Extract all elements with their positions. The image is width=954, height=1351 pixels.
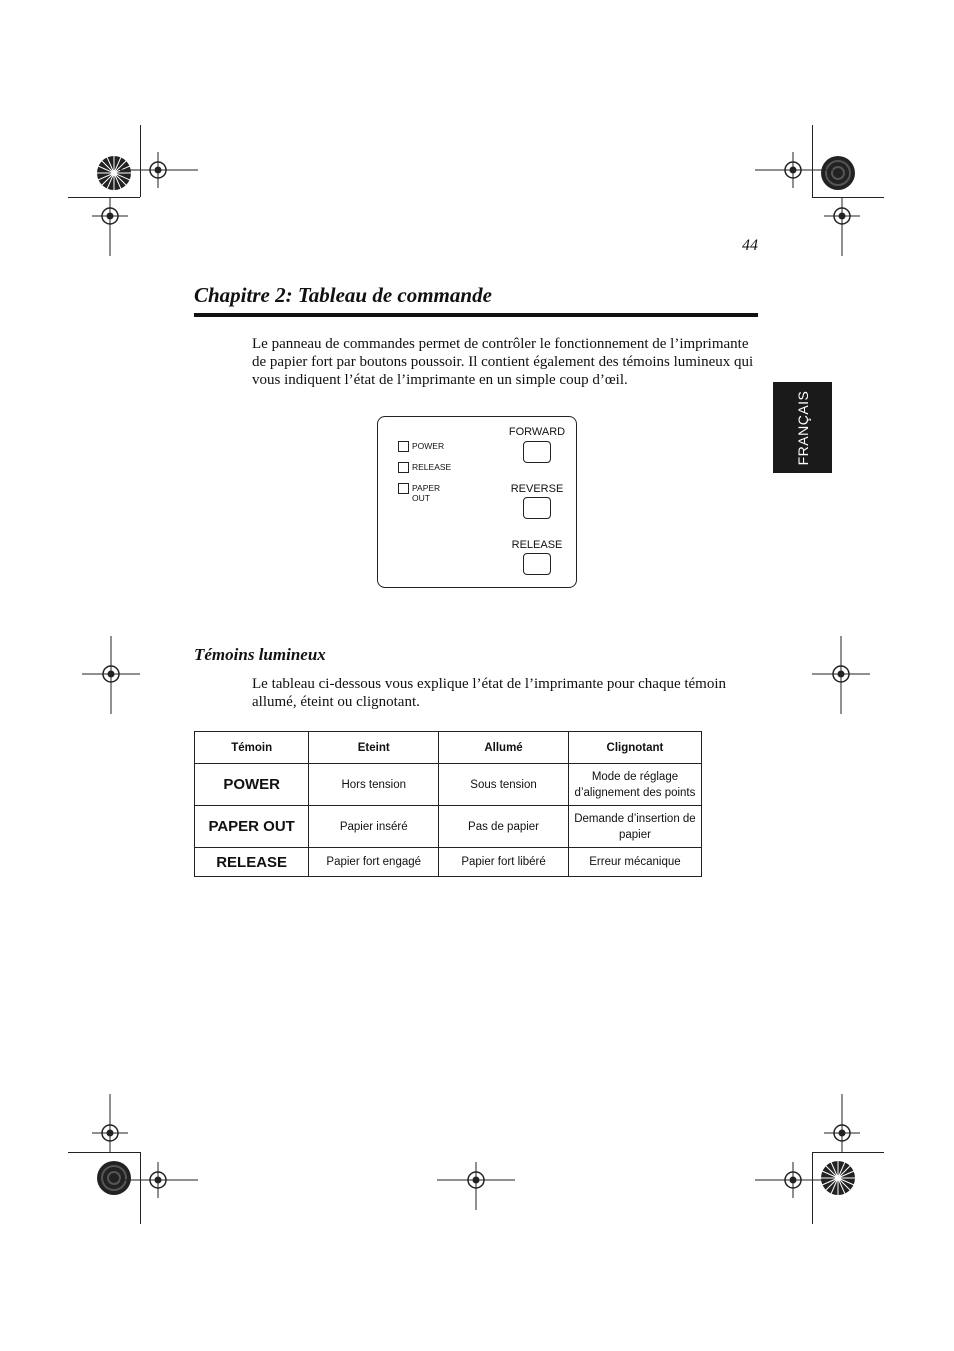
led-release-indicator bbox=[398, 462, 409, 473]
led-paper-out-indicator bbox=[398, 483, 409, 494]
led-power-indicator bbox=[398, 441, 409, 452]
table-cell: Mode de réglage d’alignement des points bbox=[568, 764, 701, 806]
crosshair-mark-icon bbox=[92, 1094, 128, 1152]
crosshair-mark-icon bbox=[120, 1162, 198, 1198]
title-rule bbox=[194, 313, 758, 317]
table-cell: Erreur mécanique bbox=[568, 848, 701, 877]
column-header: Clignotant bbox=[568, 732, 701, 764]
intro-paragraph: Le panneau de commandes permet de contrôler le fonctionnement de l’imprimante de papier fort par boutons poussoir. Il contient également des témoins lumineux qui vous indiquent l’état de l’imprimante en un simple coup d’œil. bbox=[252, 336, 754, 388]
table-cell: Papier fort engagé bbox=[309, 848, 439, 877]
table-row bbox=[195, 764, 702, 806]
table-cell: Pas de papier bbox=[439, 806, 569, 848]
column-header: Allumé bbox=[439, 732, 569, 764]
page-number: 44 bbox=[742, 237, 758, 254]
row-header: PAPER OUT bbox=[195, 806, 309, 848]
crosshair-mark-icon bbox=[120, 152, 198, 188]
button-label: REVERSE bbox=[510, 483, 564, 495]
section-heading: Témoins lumineux bbox=[194, 645, 326, 664]
crosshair-mark-icon bbox=[92, 198, 128, 256]
starburst-mark-icon bbox=[820, 1160, 856, 1196]
table-header-row bbox=[195, 732, 702, 764]
led-label: PAPER OUT bbox=[412, 483, 441, 503]
section-paragraph: Le tableau ci-dessous vous explique l’état de l’imprimante pour chaque témoin allumé, éteint ou clignotant. bbox=[252, 676, 727, 710]
button-label: FORWARD bbox=[508, 426, 566, 438]
table-cell: Sous tension bbox=[439, 764, 569, 806]
row-header: RELEASE bbox=[195, 848, 309, 877]
control-panel-diagram bbox=[377, 416, 577, 588]
column-header: Eteint bbox=[309, 732, 439, 764]
release-button bbox=[523, 553, 551, 575]
led-label: RELEASE bbox=[412, 462, 452, 472]
crosshair-mark-icon bbox=[755, 152, 833, 188]
indicator-status-table bbox=[194, 731, 702, 877]
table-cell: Papier inséré bbox=[309, 806, 439, 848]
led-label: POWER bbox=[412, 441, 445, 451]
crosshair-mark-icon bbox=[824, 198, 860, 256]
crosshair-mark-icon bbox=[824, 1094, 860, 1152]
table-cell: Papier fort libéré bbox=[439, 848, 569, 877]
table-cell: Demande d’insertion de papier bbox=[568, 806, 701, 848]
table-row bbox=[195, 806, 702, 848]
table-row bbox=[195, 848, 702, 877]
row-header: POWER bbox=[195, 764, 309, 806]
column-header: Témoin bbox=[195, 732, 309, 764]
reverse-button bbox=[523, 497, 551, 519]
button-label: RELEASE bbox=[511, 539, 563, 551]
forward-button bbox=[523, 441, 551, 463]
language-tab bbox=[773, 382, 832, 473]
table-cell: Hors tension bbox=[309, 764, 439, 806]
language-tab-label: FRANÇAIS bbox=[794, 390, 811, 465]
crosshair-mark-icon bbox=[812, 636, 870, 714]
crosshair-mark-icon bbox=[437, 1162, 515, 1210]
chapter-title: Chapitre 2: Tableau de commande bbox=[194, 283, 492, 307]
crosshair-mark-icon bbox=[82, 636, 140, 714]
